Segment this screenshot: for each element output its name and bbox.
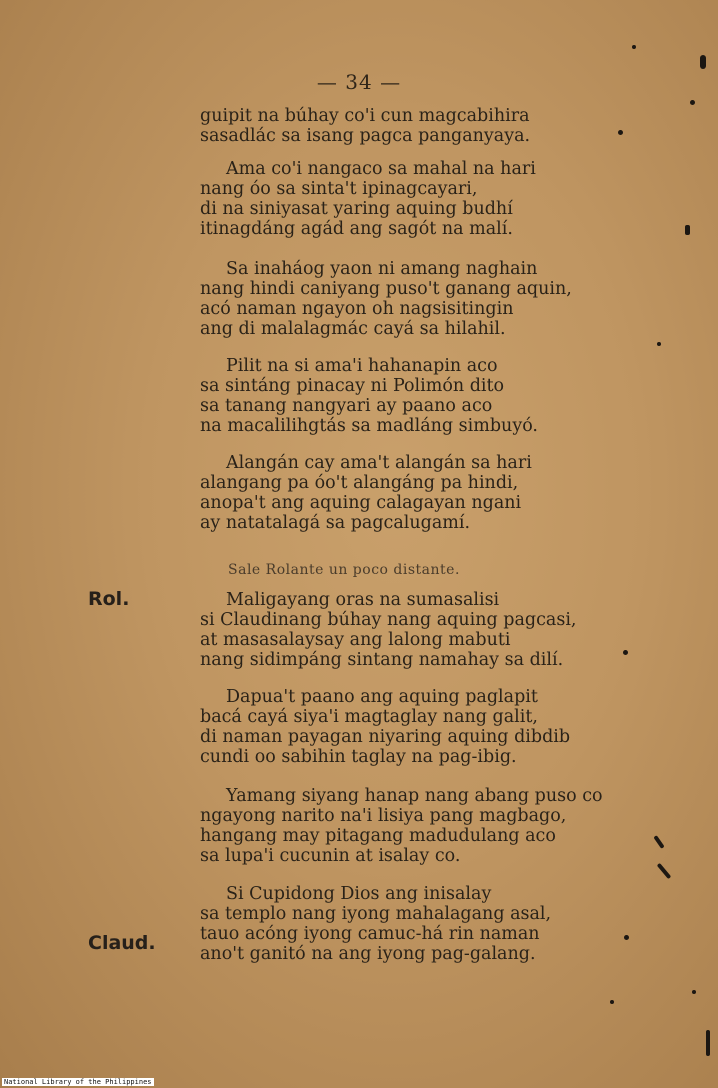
verse-line: bacá cayá siya'i magtaglay nang galit, xyxy=(200,707,538,727)
verse-line: at masasalaysay ang lalong mabuti xyxy=(200,630,511,650)
speaker-claud: Claud. xyxy=(88,932,156,954)
speaker-rol: Rol. xyxy=(88,588,130,610)
ink-speck xyxy=(690,100,695,105)
stanza xyxy=(200,786,670,866)
verse-line: ang di malalagmác cayá sa hilahil. xyxy=(200,319,506,339)
verse-line: itinagdáng agád ang sagót na malí. xyxy=(200,219,513,239)
verse-line: nang óo sa sinta't ipinagcayari, xyxy=(200,179,478,199)
stanza xyxy=(200,453,670,533)
ink-speck xyxy=(657,342,661,346)
verse-line: alangang pa óo't alangáng pa hindi, xyxy=(200,473,519,493)
verse-line: tauo acóng iyong camuc-há rin naman xyxy=(200,924,540,944)
verse-line: nang sidimpáng sintang namahay sa dilí. xyxy=(200,650,564,670)
ink-speck xyxy=(700,55,706,69)
verse-line: anopa't ang aquing calagayan ngani xyxy=(200,493,522,513)
verse-line: guipit na búhay co'i cun magcabihira xyxy=(200,106,530,126)
verse-line: acó naman ngayon oh nagsisitingin xyxy=(200,299,514,319)
verse-line: sa tanang nangyari ay paano aco xyxy=(200,396,493,416)
ink-speck xyxy=(706,1030,710,1056)
library-footer: National Library of the Philippines xyxy=(4,1078,152,1086)
page-number: — 34 — xyxy=(316,70,402,94)
verse-line: sa lupa'i cucunin at isalay co. xyxy=(200,846,461,866)
verse-line: Maligayang oras na sumasalisi xyxy=(226,590,500,610)
verse-line: sa templo nang iyong mahalagang asal, xyxy=(200,904,552,924)
stanza xyxy=(200,590,670,670)
verse-line: Pilit na si ama'i hahanapin aco xyxy=(226,356,498,376)
verse-line: hangang may pitagang madudulang aco xyxy=(200,826,556,846)
stage-direction: Sale Rolante un poco distante. xyxy=(228,562,460,578)
verse-line: cundi oo sabihin taglay na pag-ibig. xyxy=(200,747,517,767)
verse-line: Alangán cay ama't alangán sa hari xyxy=(226,453,532,473)
ink-speck xyxy=(632,45,636,49)
verse-line: Yamang siyang hanap nang abang puso co xyxy=(226,786,603,806)
verse-line: si Claudinang búhay nang aquing pagcasi, xyxy=(200,610,577,630)
stanza xyxy=(200,884,670,964)
ink-speck xyxy=(623,650,628,655)
stanza xyxy=(200,106,670,146)
ink-speck xyxy=(610,1000,614,1004)
verse-line: sa sintáng pinacay ni Polimón dito xyxy=(200,376,505,396)
stanza xyxy=(200,259,670,339)
verse-line: ay natatalagá sa pagcalugamí. xyxy=(200,513,471,533)
verse-line: Ama co'i nangaco sa mahal na hari xyxy=(226,159,536,179)
verse-line: di naman payagan niyaring aquing dibdib xyxy=(200,727,571,747)
verse-line: sasadlác sa isang pagca panganyaya. xyxy=(200,126,531,146)
verse-line: ngayong narito na'i lisiya pang magbago, xyxy=(200,806,567,826)
stanza xyxy=(200,687,670,767)
ink-speck xyxy=(624,935,629,940)
stanza xyxy=(200,159,670,239)
ink-speck xyxy=(692,990,696,994)
verse-line: Sa inaháog yaon ni amang naghain xyxy=(226,259,538,279)
stanza xyxy=(200,356,670,436)
verse-line: ano't ganitó na ang iyong pag-galang. xyxy=(200,944,536,964)
verse-line: Si Cupidong Dios ang inisalay xyxy=(226,884,492,904)
ink-speck xyxy=(618,130,623,135)
ink-speck xyxy=(685,225,690,235)
verse-line: di na siniyasat yaring aquing budhí xyxy=(200,199,513,219)
verse-line: na macalilihgtás sa madláng simbuyó. xyxy=(200,416,538,436)
verse-line: nang hindi caniyang puso't ganang aquin, xyxy=(200,279,572,299)
verse-line: Dapua't paano ang aquing paglapit xyxy=(226,687,538,707)
